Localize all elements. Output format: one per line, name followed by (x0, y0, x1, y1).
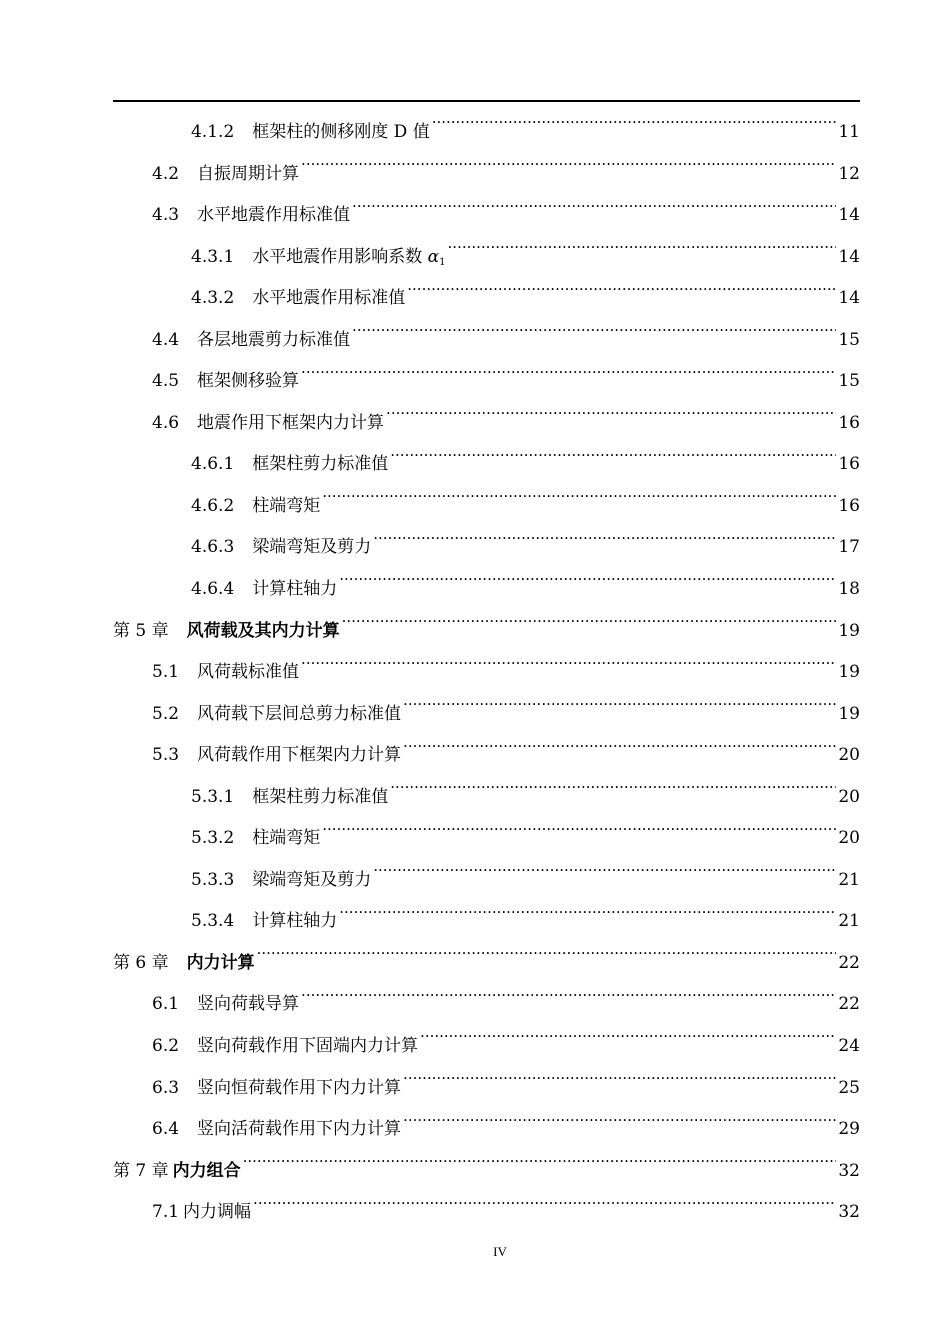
toc-dot-leader (339, 577, 836, 594)
toc-entry-page: 20 (838, 745, 860, 766)
toc-entry-title (252, 777, 388, 819)
toc-entry-title-text: 柱端弯矩 (252, 828, 321, 849)
toc-entry[interactable] (113, 901, 860, 943)
toc-entry-title (197, 652, 299, 694)
toc-dot-leader (403, 1117, 836, 1134)
toc-entry-title-text: 水平地震作用影响系数 (252, 246, 428, 267)
toc-dot-leader (243, 1159, 837, 1176)
toc-entry-page: 25 (838, 1077, 860, 1098)
toc-entry-number: 5.3.1 (191, 786, 235, 807)
toc-entry-number: 4.6.3 (191, 537, 235, 558)
toc-entry-number: 6.1 (152, 994, 180, 1015)
toc-entry-number: 5.3.4 (191, 911, 235, 932)
toc-entry[interactable] (113, 154, 860, 196)
toc-dot-leader (301, 162, 836, 179)
toc-entry-number: 4.4 (152, 329, 180, 350)
toc-entry[interactable] (113, 527, 860, 569)
toc-entry-title (197, 694, 401, 736)
toc-entry-title (173, 1151, 241, 1193)
toc-dot-leader (403, 1076, 836, 1093)
toc-entry-number: 4.2 (152, 163, 180, 184)
toc-entry-title (197, 403, 384, 445)
toc-entry-title (197, 735, 401, 777)
toc-entry-page: 29 (838, 1119, 860, 1140)
toc-dot-leader (339, 909, 836, 926)
toc-entry[interactable] (113, 403, 860, 445)
toc-entry-title (252, 818, 320, 860)
toc-entry-page: 32 (838, 1202, 860, 1223)
toc-entry[interactable] (113, 611, 860, 653)
toc-entry-number: 4.1.2 (191, 122, 235, 142)
toc-entry-number: 5.3.2 (191, 828, 235, 849)
toc-entry-page: 17 (838, 537, 860, 558)
toc-entry-title-text: 水平地震作用标准值 (197, 205, 351, 226)
toc-entry-title-text: 风荷载标准值 (197, 662, 300, 683)
toc-entry-title-text: 计算柱轴力 (252, 579, 338, 600)
toc-entry-number: 4.3 (152, 205, 180, 226)
toc-entry-title (197, 195, 350, 237)
toc-entry-title-text: 竖向活荷载作用下内力计算 (197, 1119, 402, 1140)
toc-entry-number: 4.6 (152, 412, 180, 433)
toc-entry-title-text: 梁端弯矩及剪力 (252, 869, 372, 890)
toc-entry-title (252, 237, 445, 284)
toc-dot-leader (301, 992, 836, 1009)
toc-entry[interactable] (113, 860, 860, 902)
toc-dot-leader (403, 743, 836, 760)
toc-entry-title-text: 框架侧移验算 (197, 371, 300, 392)
toc-entry-page: 19 (838, 703, 860, 724)
toc-entry-title (252, 860, 371, 902)
toc-entry-title (197, 154, 299, 196)
toc-entry-page: 16 (838, 454, 860, 475)
toc-entry-page: 18 (838, 579, 860, 600)
toc-dot-leader (448, 245, 837, 262)
toc-entry-title (197, 320, 350, 362)
toc-entry-title-text: 自振周期计算 (197, 163, 300, 184)
toc-entry-page: 20 (838, 786, 860, 807)
toc-entry-page: 22 (838, 952, 860, 973)
toc-entry-page: 20 (838, 828, 860, 849)
toc-entry[interactable] (113, 1151, 860, 1193)
toc-entry[interactable] (113, 112, 860, 154)
toc-entry-number: 5.3.3 (191, 869, 235, 890)
toc-entry[interactable] (113, 652, 860, 694)
toc-entry-title-text: 风荷载下层间总剪力标准值 (197, 703, 402, 724)
toc-entry-number: 5.1 (152, 662, 180, 683)
toc-entry-title-text: 计算柱轴力 (252, 911, 338, 932)
toc-entry[interactable] (113, 361, 860, 403)
toc-entry-title (252, 486, 320, 528)
toc-entry-title (197, 361, 299, 403)
toc-entry-page: 14 (838, 246, 860, 267)
toc-entry-page: 21 (838, 911, 860, 932)
toc-entry-title-text: 风荷载作用下框架内力计算 (197, 745, 402, 766)
toc-entry-number: 7.1 (152, 1202, 180, 1223)
toc-entry-number: 5.3 (152, 745, 180, 766)
toc-dot-leader (373, 868, 836, 885)
toc-entry-page: 22 (838, 994, 860, 1015)
toc-entry[interactable] (113, 735, 860, 777)
toc-entry-number: 4.5 (152, 371, 180, 392)
toc-dot-leader (322, 826, 836, 843)
toc-entry-page: 15 (838, 329, 860, 350)
toc-entry-title-text: 内力组合 (172, 1160, 241, 1181)
toc-entry[interactable] (113, 320, 860, 362)
toc-entry-page: 16 (838, 412, 860, 433)
toc-dot-leader (257, 951, 837, 968)
toc-entry[interactable] (113, 984, 860, 1026)
toc-entry[interactable] (113, 943, 860, 985)
toc-entry-page: 16 (838, 495, 860, 516)
toc-entry-title (197, 984, 299, 1026)
toc-entry-number: 第 5 章 (113, 620, 169, 641)
table-of-contents (113, 112, 860, 1234)
toc-entry-title (252, 112, 429, 154)
toc-dot-leader (301, 660, 836, 677)
toc-entry-title-text: 水平地震作用标准值 (252, 288, 406, 309)
toc-entry[interactable] (113, 1026, 860, 1068)
toc-entry-title-text: 框架柱剪力标准值 (252, 454, 389, 475)
toc-dot-leader (390, 785, 836, 802)
toc-entry-title (197, 1068, 401, 1110)
toc-entry[interactable] (113, 444, 860, 486)
toc-entry[interactable] (113, 694, 860, 736)
header-rule (113, 100, 860, 102)
toc-entry-title (187, 943, 255, 985)
toc-entry[interactable] (113, 278, 860, 320)
toc-entry-title (252, 569, 337, 611)
toc-dot-leader (403, 702, 836, 719)
toc-entry-number: 第 7 章 (113, 1160, 169, 1181)
toc-entry-page: 14 (838, 288, 860, 309)
toc-entry[interactable] (113, 818, 860, 860)
toc-dot-leader (390, 452, 836, 469)
toc-entry-page: 12 (838, 163, 860, 184)
toc-entry-title-text: 地震作用下框架内力计算 (197, 412, 385, 433)
toc-dot-leader (373, 535, 836, 552)
toc-entry-page: 21 (838, 869, 860, 890)
toc-dot-leader (322, 494, 836, 511)
toc-entry-number: 4.3.2 (191, 288, 235, 309)
toc-entry[interactable] (113, 1192, 860, 1234)
toc-entry-number: 5.2 (152, 703, 180, 724)
toc-dot-leader (352, 203, 836, 220)
toc-entry-page: 24 (838, 1036, 860, 1057)
toc-entry-page: 19 (838, 620, 860, 641)
toc-entry-number: 4.6.4 (191, 579, 235, 600)
toc-dot-leader (432, 120, 837, 137)
toc-entry-title (197, 1109, 401, 1151)
toc-entry-subscript: 1 (439, 256, 446, 268)
toc-dot-leader (420, 1034, 836, 1051)
toc-entry-title-text: 竖向荷载导算 (197, 994, 300, 1015)
toc-entry-title-text: 竖向荷载作用下固端内力计算 (197, 1036, 419, 1057)
toc-entry-number: 6.4 (152, 1119, 180, 1140)
toc-dot-leader (352, 328, 836, 345)
toc-entry-title (252, 527, 371, 569)
toc-entry-symbol: α (427, 246, 440, 267)
toc-entry[interactable] (113, 777, 860, 819)
toc-dot-leader (301, 369, 836, 386)
toc-entry-title-text: 框架柱剪力标准值 (252, 786, 389, 807)
toc-entry-page: 19 (838, 662, 860, 683)
toc-entry-number: 4.6.1 (191, 454, 235, 475)
toc-entry-title (187, 611, 340, 653)
toc-entry-page: 15 (838, 371, 860, 392)
toc-dot-leader (253, 1200, 836, 1217)
toc-dot-leader (407, 286, 836, 303)
toc-entry-page: 11 (838, 122, 860, 142)
toc-entry-title-text: 风荷载及其内力计算 (186, 620, 340, 641)
toc-entry-title-text: 竖向恒荷载作用下内力计算 (197, 1077, 402, 1098)
toc-entry-number: 6.3 (152, 1077, 180, 1098)
toc-entry[interactable] (113, 237, 860, 279)
toc-entry[interactable] (113, 486, 860, 528)
toc-entry-title-text: 梁端弯矩及剪力 (252, 537, 372, 558)
toc-entry-title-text: 柱端弯矩 (252, 495, 321, 516)
toc-entry-title (197, 1026, 418, 1068)
toc-entry-number: 4.3.1 (191, 246, 235, 267)
toc-entry-title-text: 各层地震剪力标准值 (197, 329, 351, 350)
toc-entry-title (183, 1192, 251, 1234)
toc-entry[interactable] (113, 1109, 860, 1151)
toc-entry-page: 14 (838, 205, 860, 226)
toc-entry-title-text: 框架柱的侧移刚度 D 值 (252, 122, 430, 142)
toc-entry-number: 4.6.2 (191, 495, 235, 516)
toc-entry-page: 32 (838, 1160, 860, 1181)
toc-entry-title (252, 444, 388, 486)
toc-entry-title (252, 901, 337, 943)
toc-entry-number: 第 6 章 (113, 952, 169, 973)
toc-entry-title-text: 内力计算 (186, 952, 255, 973)
toc-entry-title-text: 内力调幅 (183, 1202, 252, 1223)
toc-entry[interactable] (113, 195, 860, 237)
toc-entry[interactable] (113, 1068, 860, 1110)
toc-entry-title (252, 278, 405, 320)
toc-entry[interactable] (113, 569, 860, 611)
toc-dot-leader (342, 619, 837, 636)
toc-entry-number: 6.2 (152, 1036, 180, 1057)
page-number: IV (493, 1244, 507, 1259)
toc-dot-leader (386, 411, 836, 428)
